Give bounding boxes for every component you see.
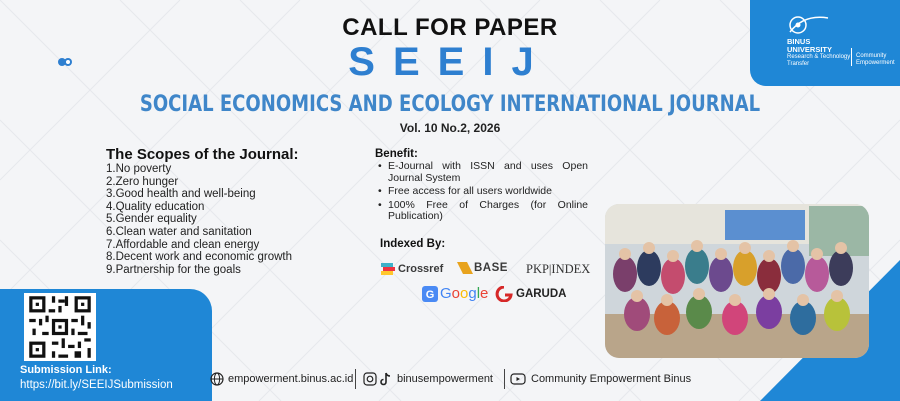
footer-website-label: empowerment.binus.ac.id [228, 373, 354, 385]
footer-divider [355, 369, 356, 389]
youtube-icon [510, 372, 526, 386]
google-letter: o [451, 285, 461, 302]
benefit-item: • Free access for all users worldwide [378, 186, 588, 198]
scope-item: 8.Decent work and economic growth [106, 251, 293, 264]
garuda-logo [494, 286, 566, 302]
footer-divider [504, 369, 505, 389]
benefit-title: Benefit: [375, 148, 418, 160]
svg-text:G: G [425, 288, 435, 301]
google-letter: g [468, 285, 477, 302]
submission-label: Submission Link: [20, 364, 112, 376]
scopes-list [106, 163, 292, 276]
scope-item: 5.Gender equality [106, 213, 197, 226]
google-letter: e [480, 285, 489, 302]
brand-sub: Research & Technology Transfer [787, 54, 851, 67]
instagram-icon [363, 372, 377, 386]
garuda-icon [494, 286, 514, 302]
journal-volume: Vol. 10 No.2, 2026 [399, 121, 501, 135]
brand-name-line1: BINUS [787, 37, 811, 46]
footer-social[interactable] [363, 372, 493, 386]
scope-item: 3.Good health and well-being [106, 188, 256, 201]
base-label: BASE [474, 262, 508, 274]
scope-item: 9.Partnership for the goals [106, 263, 241, 276]
journal-acronym: SEEIJ [348, 40, 552, 84]
crossref-logo [380, 262, 443, 276]
brand-name-line2: UNIVERSITY [787, 44, 833, 54]
base-icon [457, 262, 473, 274]
footer-youtube-label: Community Empowerment Binus [531, 373, 692, 385]
indexed-title: Indexed By: [380, 238, 446, 250]
base-logo [457, 262, 508, 274]
scope-item: 1.No poverty [106, 163, 172, 175]
page-title: CALL FOR PAPER [342, 14, 558, 41]
google-scholar-logo [422, 285, 488, 302]
google-scholar-icon [422, 286, 438, 302]
footer-youtube[interactable] [510, 372, 691, 386]
brand-unit-line2: Empowerment [856, 59, 895, 66]
benefit-item: • 100% Free of Charges (for Online Publication) [378, 200, 588, 223]
google-letter: l [476, 285, 481, 302]
community-photo [605, 204, 869, 358]
pkp-index-logo: PKP|INDEX [526, 262, 591, 276]
scope-item: 7.Affordable and clean energy [106, 238, 260, 251]
benefit-list [378, 161, 588, 225]
google-letter: o [460, 285, 469, 302]
footer-website[interactable] [210, 372, 353, 386]
community-photo-image [605, 204, 869, 358]
garuda-label: GARUDA [516, 288, 567, 300]
scopes-title: The Scopes of the Journal: [106, 146, 299, 163]
submission-link[interactable]: https://bit.ly/SEEIJSubmission [20, 379, 173, 391]
globe-icon [210, 372, 224, 386]
benefit-item: • E-Journal with ISSN and uses Open Journal System [378, 161, 588, 184]
scope-item: 4.Quality education [106, 200, 205, 213]
brand-unit-line1: Community [856, 53, 887, 59]
footer-social-label: binusempowerment [397, 373, 493, 385]
tiktok-icon [380, 372, 392, 386]
crossref-icon [380, 262, 396, 276]
crossref-label: Crossref [398, 263, 444, 275]
journal-full-name: SOCIAL ECONOMICS AND ECOLOGY INTERNATIONAL JOURNAL [139, 92, 761, 117]
scope-item: 2.Zero hunger [106, 175, 179, 188]
qr-code-icon[interactable] [24, 293, 96, 361]
scope-item: 6.Clean water and sanitation [106, 225, 252, 238]
google-letter: G [440, 285, 452, 302]
